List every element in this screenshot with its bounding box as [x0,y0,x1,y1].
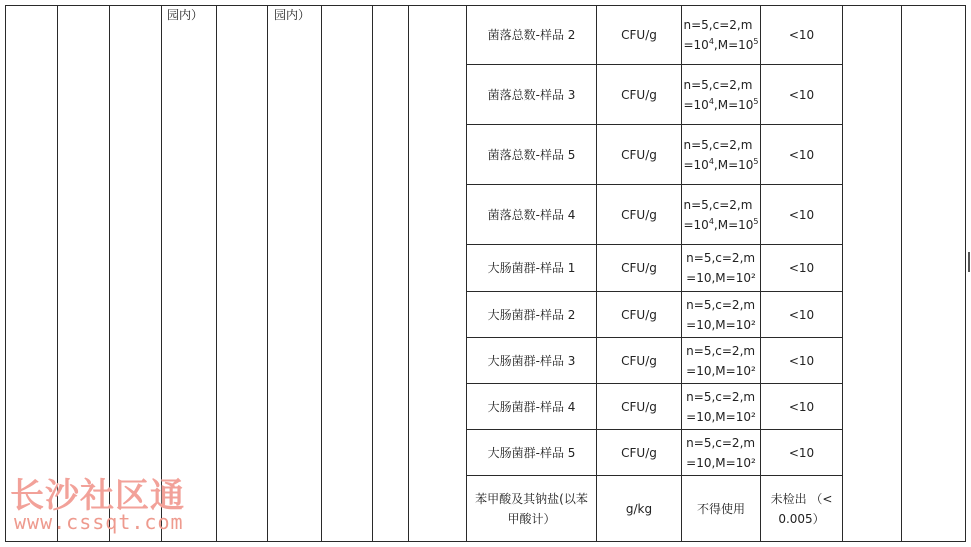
standard-cell: n=5,c=2,m =10,M=10² [686,435,756,470]
unit-cell: g/kg [625,501,653,516]
item-cell: 菌落总数-样品 4 [487,207,576,222]
result-cell: <10 [788,261,815,275]
column-divider [901,5,902,542]
standard-cell: n=5,c=2,m =10,M=10² [686,297,756,332]
column-divider [842,5,843,542]
column-divider [57,5,58,542]
unit-cell: CFU/g [621,307,657,322]
column-divider [161,5,162,542]
item-cell: 大肠菌群-样品 1 [487,261,576,275]
column-divider [267,5,268,542]
standard-cell: n=5,c=2,m $=10^4,M=10^5$ [683,197,759,232]
column-divider [109,5,110,542]
unit-cell: CFU/g [621,28,657,42]
item-cell: 大肠菌群-样品 2 [487,307,576,322]
table-border-bottom [5,541,966,542]
result-cell: <10 [788,28,815,42]
column-divider [321,5,322,542]
result-cell: <10 [788,87,815,102]
item-cell: 菌落总数-样品 2 [487,28,576,42]
item-cell: 大肠菌群-样品 4 [487,399,576,414]
standard-cell: 不得使用 [696,501,745,516]
item-cell: 大肠菌群-样品 5 [487,445,576,460]
standard-cell: n=5,c=2,m =10,M=10² [686,251,756,285]
unit-cell: CFU/g [621,261,657,275]
item-cell: 大肠菌群-样品 3 [487,353,576,368]
scroll-marker [968,252,970,272]
unit-cell: CFU/g [621,445,657,460]
table-border-right [965,5,966,542]
standard-cell: n=5,c=2,m $=10^4,M=10^5$ [683,137,759,172]
standard-cell: n=5,c=2,m $=10^4,M=10^5$ [683,18,759,52]
unit-cell: CFU/g [621,207,657,222]
item-cell: 苯甲酸及其钠盐(以苯 甲酸计） [475,491,588,526]
result-cell: <10 [788,147,815,162]
unit-cell: CFU/g [621,353,657,368]
left-cell-text: 园内） [274,8,311,22]
column-divider [372,5,373,542]
unit-cell: CFU/g [621,399,657,414]
result-cell: <10 [788,353,815,368]
result-cell: <10 [788,307,815,322]
result-cell: <10 [788,399,815,414]
watermark-url: www.cssqt.com [14,510,184,534]
result-cell: <10 [788,445,815,460]
standard-cell: n=5,c=2,m =10,M=10² [686,343,756,378]
item-cell: 菌落总数-样品 3 [487,87,576,102]
unit-cell: CFU/g [621,87,657,102]
unit-cell: CFU/g [621,147,657,162]
column-divider [216,5,217,542]
standard-cell: n=5,c=2,m $=10^4,M=10^5$ [683,77,759,112]
column-divider [408,5,409,542]
table-border-left [5,5,6,542]
result-cell: 未检出 （< 0.005） [770,491,833,526]
watermark-title: 长沙社区通 [10,476,185,516]
standard-cell: n=5,c=2,m =10,M=10² [686,389,756,424]
left-cell-text: 园内） [167,8,204,22]
item-cell: 菌落总数-样品 5 [487,147,576,162]
result-cell: <10 [788,207,815,222]
